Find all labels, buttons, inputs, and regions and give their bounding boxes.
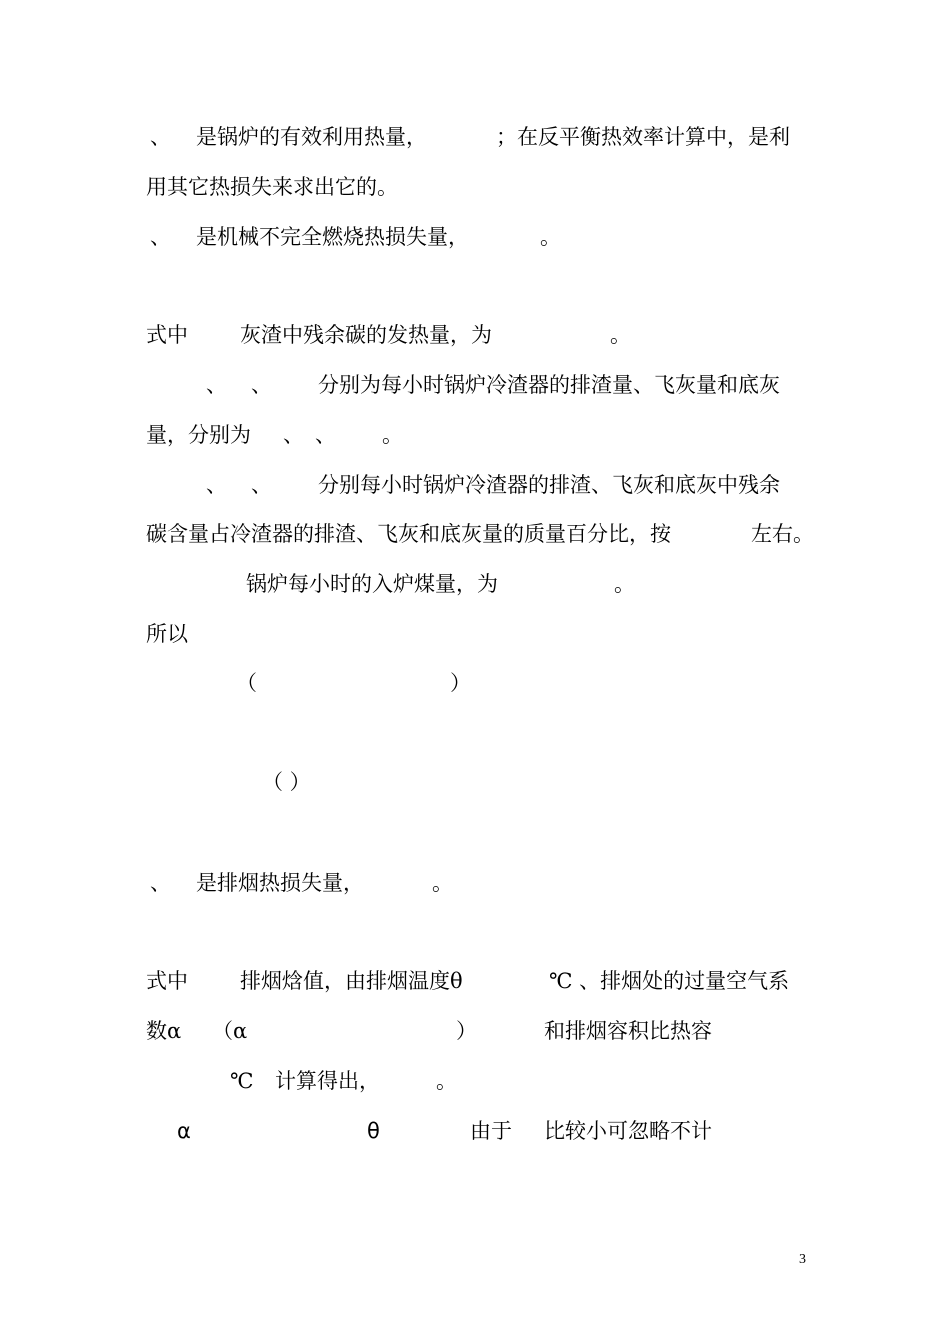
text-fragment: 、 bbox=[251, 473, 272, 497]
text-fragment: 分别每小时锅炉冷渣器的排渣、飞灰和底灰中残余 bbox=[318, 473, 780, 497]
text-fragment: 分别为每小时锅炉冷渣器的排渣量、飞灰量和底灰 bbox=[318, 373, 780, 397]
text-fragment: 排烟焓值，由排烟温度θ bbox=[240, 969, 463, 993]
text-fragment: 。 bbox=[436, 1069, 457, 1093]
alpha-symbol: α bbox=[177, 1119, 191, 1143]
text-fragment: 、 bbox=[150, 225, 171, 249]
text-fragment: 量，分别为 bbox=[146, 423, 251, 447]
text-fragment: 式中 bbox=[146, 969, 188, 993]
text-fragment: 。 bbox=[540, 225, 561, 249]
text-fragment: 和排烟容积比热容 bbox=[544, 1019, 712, 1043]
text-fragment: 由于 bbox=[470, 1119, 512, 1143]
text-fragment: ℃ bbox=[230, 1069, 254, 1093]
text-fragment: ℃ 、排烟处的过量空气系 bbox=[549, 969, 790, 993]
text-line: 用其它热损失来求出它的。 bbox=[146, 175, 398, 199]
text-fragment: 锅炉每小时的入炉煤量，为 bbox=[246, 572, 498, 596]
text-fragment: 数α bbox=[146, 1019, 182, 1043]
text-fragment: 碳含量占冷渣器的排渣、飞灰和底灰量的质量百分比，按 bbox=[146, 522, 671, 546]
paren-pair: （ ） bbox=[262, 770, 311, 794]
text-fragment: （α bbox=[212, 1019, 248, 1043]
paren-close: ） bbox=[450, 671, 471, 695]
text-fragment: 是排烟热损失量， bbox=[196, 871, 364, 895]
text-fragment: 式中 bbox=[146, 323, 188, 347]
theta-symbol: θ bbox=[367, 1119, 380, 1143]
text-fragment: 、 bbox=[150, 871, 171, 895]
text-fragment: 、 bbox=[315, 423, 336, 447]
text-fragment: 是锅炉的有效利用热量， bbox=[196, 125, 427, 149]
text-fragment: 、 bbox=[251, 373, 272, 397]
page-number: 3 bbox=[799, 1252, 806, 1267]
text-line: 所以 bbox=[146, 622, 188, 646]
text-fragment: 。 bbox=[610, 323, 631, 347]
text-fragment: 、 bbox=[206, 373, 227, 397]
text-fragment: ） bbox=[456, 1019, 477, 1043]
text-fragment: ；在反平衡热效率计算中，是利 bbox=[496, 125, 790, 149]
text-fragment: 。 bbox=[382, 423, 403, 447]
text-fragment: 、 bbox=[206, 473, 227, 497]
text-fragment: 。 bbox=[432, 871, 453, 895]
paren-open: （ bbox=[236, 671, 257, 695]
text-fragment: 灰渣中残余碳的发热量，为 bbox=[240, 323, 492, 347]
text-fragment: 比较小可忽略不计 bbox=[544, 1119, 712, 1143]
text-fragment: 、 bbox=[283, 423, 304, 447]
text-fragment: 。 bbox=[614, 572, 635, 596]
text-fragment: 、 bbox=[150, 125, 171, 149]
text-fragment: 计算得出， bbox=[275, 1069, 380, 1093]
text-fragment: 左右。 bbox=[751, 522, 814, 546]
text-fragment: 是机械不完全燃烧热损失量， bbox=[196, 225, 469, 249]
